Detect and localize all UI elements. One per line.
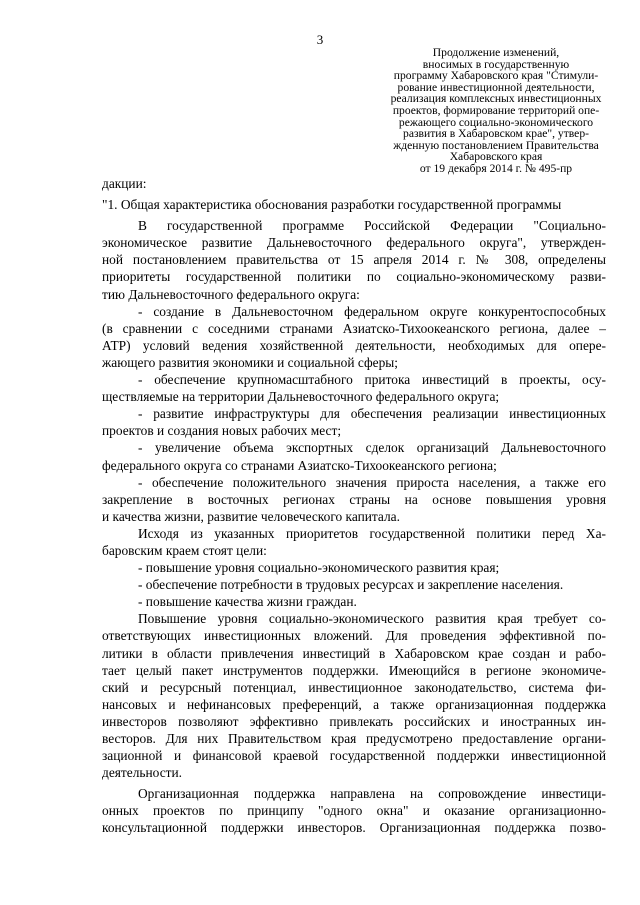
- amendment-header: [385, 47, 607, 175]
- header-line: реализация комплексных инвестиционных: [390, 92, 602, 106]
- text-line: АТР) условий ведения хозяйственной деятельности, необходимых для опере-: [102, 337, 606, 353]
- text-line: и качества жизни, развитие человеческого капитала.: [102, 508, 400, 524]
- text-line: закрепление в восточных регионах страны на основе повышения уровня: [102, 491, 606, 507]
- text-line: проектов и создания новых рабочих мест;: [102, 423, 342, 439]
- text-line: тию Дальневосточного федерального округа:: [102, 286, 360, 302]
- text-line: дакции:: [102, 176, 147, 191]
- header-line: Продолжение изменений,: [432, 46, 560, 59]
- text-line: Организационная поддержка направлена на сопровождение инвестици-: [138, 786, 606, 802]
- text-line: жающего развития экономики и социальной сферы;: [102, 354, 398, 370]
- text-line: - развитие инфраструктуры для обеспечения реализации инвестиционных: [138, 406, 606, 422]
- header-line: программу Хабаровского края "Стимули-: [393, 69, 599, 83]
- text-line: ский и ресурсный потенциал, инвестиционное законодательство, система фи-: [102, 679, 606, 695]
- header-line: жденную постановлением Правительства: [393, 138, 599, 152]
- text-line: - обеспечение положительного значения прироста населения, а также его: [138, 474, 606, 490]
- page-number: 3: [316, 32, 324, 47]
- header-line: режающего социально-экономического: [398, 115, 594, 129]
- text-line: весторов. Для них Правительством края предусмотрено предоставление органи-: [102, 731, 606, 746]
- document-body: [102, 175, 606, 837]
- text-line: инвесторов позволяют эффективно привлекать российских и иностранных ин-: [102, 713, 606, 729]
- text-line: ществляемые на территории Дальневосточного федерального округа;: [102, 389, 500, 405]
- header-line: рование инвестиционной деятельности,: [397, 80, 595, 94]
- text-line: ответствующих инвестиционных вложений. Для проведения эффективной по-: [102, 628, 606, 644]
- text-line: тает целый пакет инструментов поддержки. Имеющийся в регионе экономиче-: [102, 662, 606, 678]
- text-line: - создание в Дальневосточном федеральном округе конкурентоспособных: [138, 303, 606, 319]
- text-line: экономическое развитие Дальневосточного федерального округа", утвержден-: [102, 235, 606, 251]
- text-line: Повышение уровня социально-экономического развития края требует со-: [138, 611, 606, 627]
- text-line: - повышение уровня социально-экономического развития края;: [138, 560, 500, 576]
- text-line: нансовых и нефинансовых преференций, а также организационная поддержка: [102, 696, 606, 712]
- text-line: - увеличение объема экспортных сделок организаций Дальневосточного: [138, 440, 606, 456]
- text-line: литики в области привлечения инвестиций в Хабаровском крае создан и рабо-: [102, 645, 606, 661]
- text-line: зационной и финансовой краевой государственной поддержки инвестиционной: [102, 748, 606, 764]
- text-line: В государственной программе Российской Федерации "Социально-: [138, 218, 606, 234]
- text-line: деятельности.: [102, 765, 183, 781]
- text-line: ной постановлением правительства от 15 апреля 2014 г. № 308, определены: [102, 252, 606, 268]
- header-line: вносимых в государственную: [422, 57, 570, 71]
- header-line: Хабаровского края: [449, 150, 543, 164]
- text-line: (в сравнении с соседними странами Азиатско-Тихоокеанского региона, далее –: [102, 320, 606, 336]
- text-line: - повышение качества жизни граждан.: [138, 594, 357, 610]
- text-line: - обеспечение крупномасштабного притока инвестиций в проекты, осу-: [138, 372, 606, 388]
- text-line: федерального округа со странами Азиатско-Тихоокеанского региона;: [102, 457, 497, 473]
- header-line: от 19 декабря 2014 г. № 495-пр: [419, 161, 573, 175]
- header-line: проектов, формирование территорий опе-: [392, 103, 600, 117]
- text-line: онных проектов по принципу "одного окна" и оказание организационно-: [102, 803, 606, 819]
- text-line: - обеспечение потребности в трудовых ресурсах и закрепление населения.: [138, 577, 564, 593]
- text-line: Исходя из указанных приоритетов государственной политики перед Ха-: [138, 525, 606, 541]
- text-line: приоритеты государственной политики по социально-экономическому разви-: [102, 269, 606, 285]
- text-line: консультационной поддержки инвесторов. Организационная поддержка позво-: [102, 820, 606, 836]
- section-heading: "1. Общая характеристика обоснования разработки государственной программы: [102, 197, 562, 213]
- text-line: баровским краем стоят цели:: [102, 542, 267, 558]
- header-line: развития в Хабаровском крае", утвер-: [403, 127, 589, 141]
